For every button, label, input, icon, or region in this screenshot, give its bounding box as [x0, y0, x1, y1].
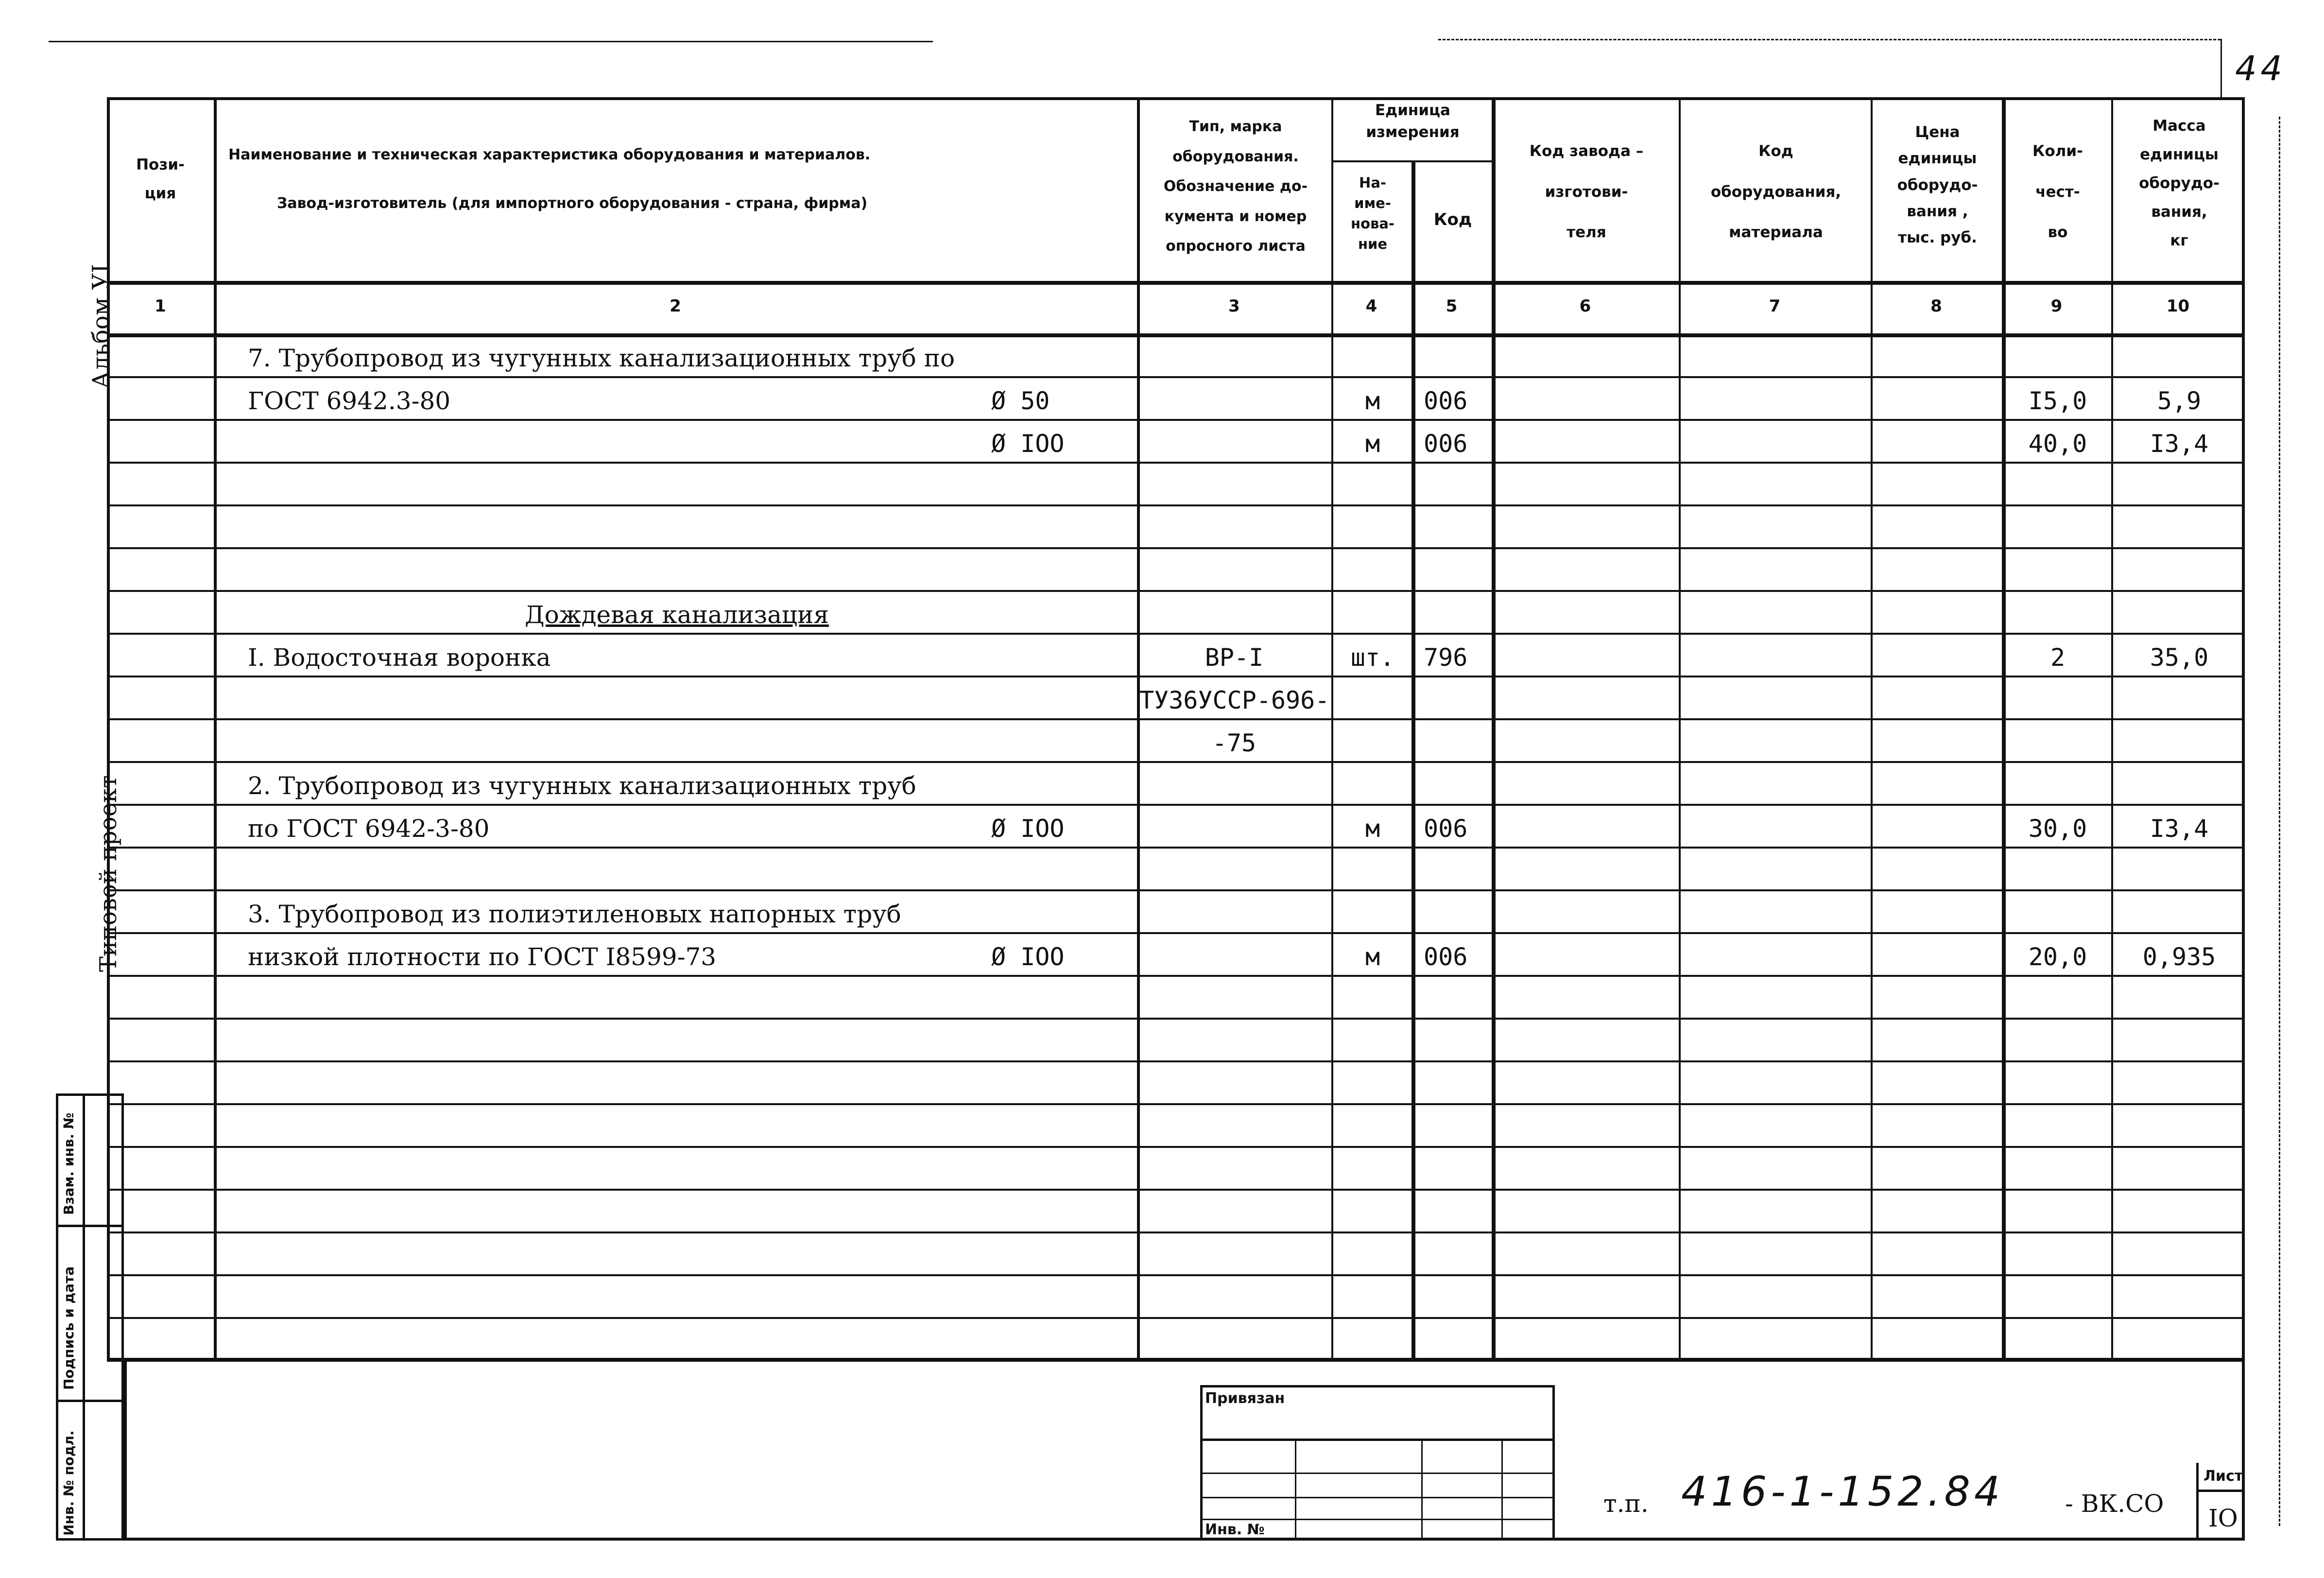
colnum-bottom-rule: [107, 333, 2245, 337]
album-label: Альбом УI: [87, 263, 115, 389]
colnum-10: 10: [2166, 296, 2190, 316]
row-rule: [107, 376, 2245, 378]
row-rule: [107, 419, 2245, 421]
cell-name: 2. Трубопровод из чугунных канализационных труб: [248, 772, 916, 800]
cell-mass: I3,4: [2150, 815, 2209, 843]
bound-box-col-1: [1295, 1439, 1296, 1541]
cell-qty: 20,0: [2028, 943, 2087, 971]
cell-code: 796: [1424, 643, 1468, 672]
header-bottom-rule: [107, 281, 2245, 285]
document-suffix: - ВК.СО: [2065, 1490, 2164, 1518]
colnum-6: 6: [1579, 296, 1591, 316]
stamp-inv-replace: Взам. инв. №: [61, 1112, 77, 1215]
col-divider-5: [1492, 97, 1496, 1361]
colnum-7: 7: [1769, 296, 1781, 316]
cell-unit: м: [1365, 943, 1380, 971]
sheet-label: Лист: [2203, 1468, 2243, 1485]
cell-mass: 5,9: [2157, 387, 2202, 415]
cell-unit: шт.: [1350, 643, 1395, 672]
cell-name: Дождевая канализация: [525, 601, 829, 629]
cell-code: 006: [1424, 943, 1468, 971]
top-rule-left: [49, 41, 933, 42]
row-rule: [107, 547, 2245, 549]
cell-name: по ГОСТ 6942-3-80: [248, 815, 490, 843]
sheet-box-rule: [2196, 1490, 2245, 1492]
top-rule-right: [1438, 39, 2221, 40]
sheet-corner-number: 44: [2235, 49, 2287, 88]
header-plant-code: Код завода – изготови- теля: [1529, 142, 1644, 242]
cell-dia: Ø IOO: [991, 943, 1065, 971]
cell-dia: Ø IOO: [991, 430, 1065, 458]
cell-qty: 2: [2050, 643, 2066, 672]
cell-name: 7. Трубопровод из чугунных канализационных труб по: [248, 344, 955, 372]
row-rule: [107, 1317, 2245, 1319]
row-rule: [107, 1103, 2245, 1105]
project-label: Типовой проект: [95, 775, 122, 972]
colnum-9: 9: [2050, 296, 2063, 316]
bound-box-col-2: [1421, 1439, 1423, 1541]
header-unit-code: Код: [1433, 210, 1472, 229]
colnum-2: 2: [670, 296, 681, 316]
left-stamp-divider: [83, 1093, 85, 1541]
row-rule: [107, 847, 2245, 849]
row-rule: [107, 504, 2245, 506]
header-unit: Единица измерения: [1366, 102, 1460, 141]
header-quantity: Коли- чест- во: [2032, 142, 2083, 242]
cell-unit: м: [1365, 815, 1380, 843]
col-divider-1: [214, 97, 217, 1361]
header-name-line2: Завод-изготовитель (для импортного оборудования - страна, фирма): [277, 195, 868, 212]
cell-code: 006: [1424, 815, 1468, 843]
col-divider-4: [1412, 160, 1415, 1361]
tp-prefix: т.п.: [1603, 1490, 1649, 1518]
stamp-inv-orig: Инв. № подл.: [61, 1430, 77, 1536]
row-rule: [107, 1231, 2245, 1233]
row-rule: [107, 889, 2245, 891]
cell-code: 006: [1424, 387, 1468, 415]
row-rule: [107, 590, 2245, 592]
header-type: Тип, марка оборудования. Обозначение до- кумента и номер опросного листа: [1163, 118, 1308, 255]
header-unit-name: На- име- нова- ние: [1351, 174, 1394, 253]
cell-name: 3. Трубопровод из полиэтиленовых напорных труб: [248, 900, 901, 928]
colnum-5: 5: [1446, 296, 1458, 316]
colnum-4: 4: [1365, 296, 1377, 316]
col-divider-6: [1679, 97, 1681, 1361]
cell-type: ТУ36УССР-696-: [1139, 686, 1330, 714]
cell-qty: 30,0: [2028, 815, 2087, 843]
row-rule: [107, 761, 2245, 763]
col-divider-9: [2111, 97, 2113, 1361]
row-rule: [107, 1146, 2245, 1148]
cell-type: ВР-I: [1205, 643, 1264, 672]
row-rule: [107, 1060, 2245, 1062]
header-position: Пози- ция: [136, 156, 185, 202]
col-divider-7: [1871, 97, 1873, 1361]
cell-name: низкой плотности по ГОСТ I8599-73: [248, 943, 717, 971]
row-rule: [107, 718, 2245, 720]
row-rule: [107, 932, 2245, 934]
colnum-8: 8: [1930, 296, 1942, 316]
cell-type: -75: [1212, 729, 1257, 757]
cell-mass: 0,935: [2142, 943, 2216, 971]
cell-qty: 40,0: [2028, 430, 2087, 458]
cell-name: I. Водосточная воронка: [248, 643, 551, 672]
header-price: Цена единицы оборудо- вания , тыс. руб.: [1897, 123, 1978, 246]
document-number: 416-1-152.84: [1681, 1468, 2004, 1515]
colnum-1: 1: [155, 296, 166, 316]
row-rule: [107, 975, 2245, 977]
cell-code: 006: [1424, 430, 1468, 458]
row-rule: [107, 462, 2245, 464]
cell-dia: Ø 50: [991, 387, 1050, 415]
right-margin-rule: [2279, 117, 2280, 1526]
cell-unit: м: [1365, 387, 1380, 415]
col-divider-3: [1331, 97, 1333, 1361]
stamp-sign-date: Подпись и дата: [61, 1266, 77, 1390]
header-mass: Масса единицы оборудо- вания, кг: [2139, 117, 2220, 249]
cell-dia: Ø IOO: [991, 815, 1065, 843]
row-rule: [107, 633, 2245, 635]
cell-unit: м: [1365, 430, 1380, 458]
left-stamp-rule-2: [56, 1400, 124, 1402]
header-name-line1: Наименование и техническая характеристика оборудования и материалов.: [228, 146, 871, 163]
inv-label: Инв. №: [1205, 1521, 1265, 1538]
corner-tick: [2221, 39, 2222, 97]
row-rule: [107, 1274, 2245, 1276]
row-rule: [107, 804, 2245, 806]
bound-box-col-3: [1501, 1439, 1503, 1541]
cell-mass: I3,4: [2150, 430, 2209, 458]
left-stamp-rule-1: [56, 1225, 124, 1227]
cell-name: ГОСТ 6942.3-80: [248, 387, 451, 415]
col-divider-8: [2002, 97, 2006, 1361]
cell-mass: 35,0: [2150, 643, 2209, 672]
row-rule: [107, 676, 2245, 677]
cell-qty: I5,0: [2028, 387, 2087, 415]
row-rule: [107, 1189, 2245, 1191]
sheet-number: IO: [2208, 1504, 2238, 1532]
header-equipment-code: Код оборудования, материала: [1710, 142, 1842, 242]
row-rule: [107, 1018, 2245, 1020]
bound-label: Привязан: [1205, 1390, 1285, 1407]
colnum-3: 3: [1228, 296, 1240, 316]
